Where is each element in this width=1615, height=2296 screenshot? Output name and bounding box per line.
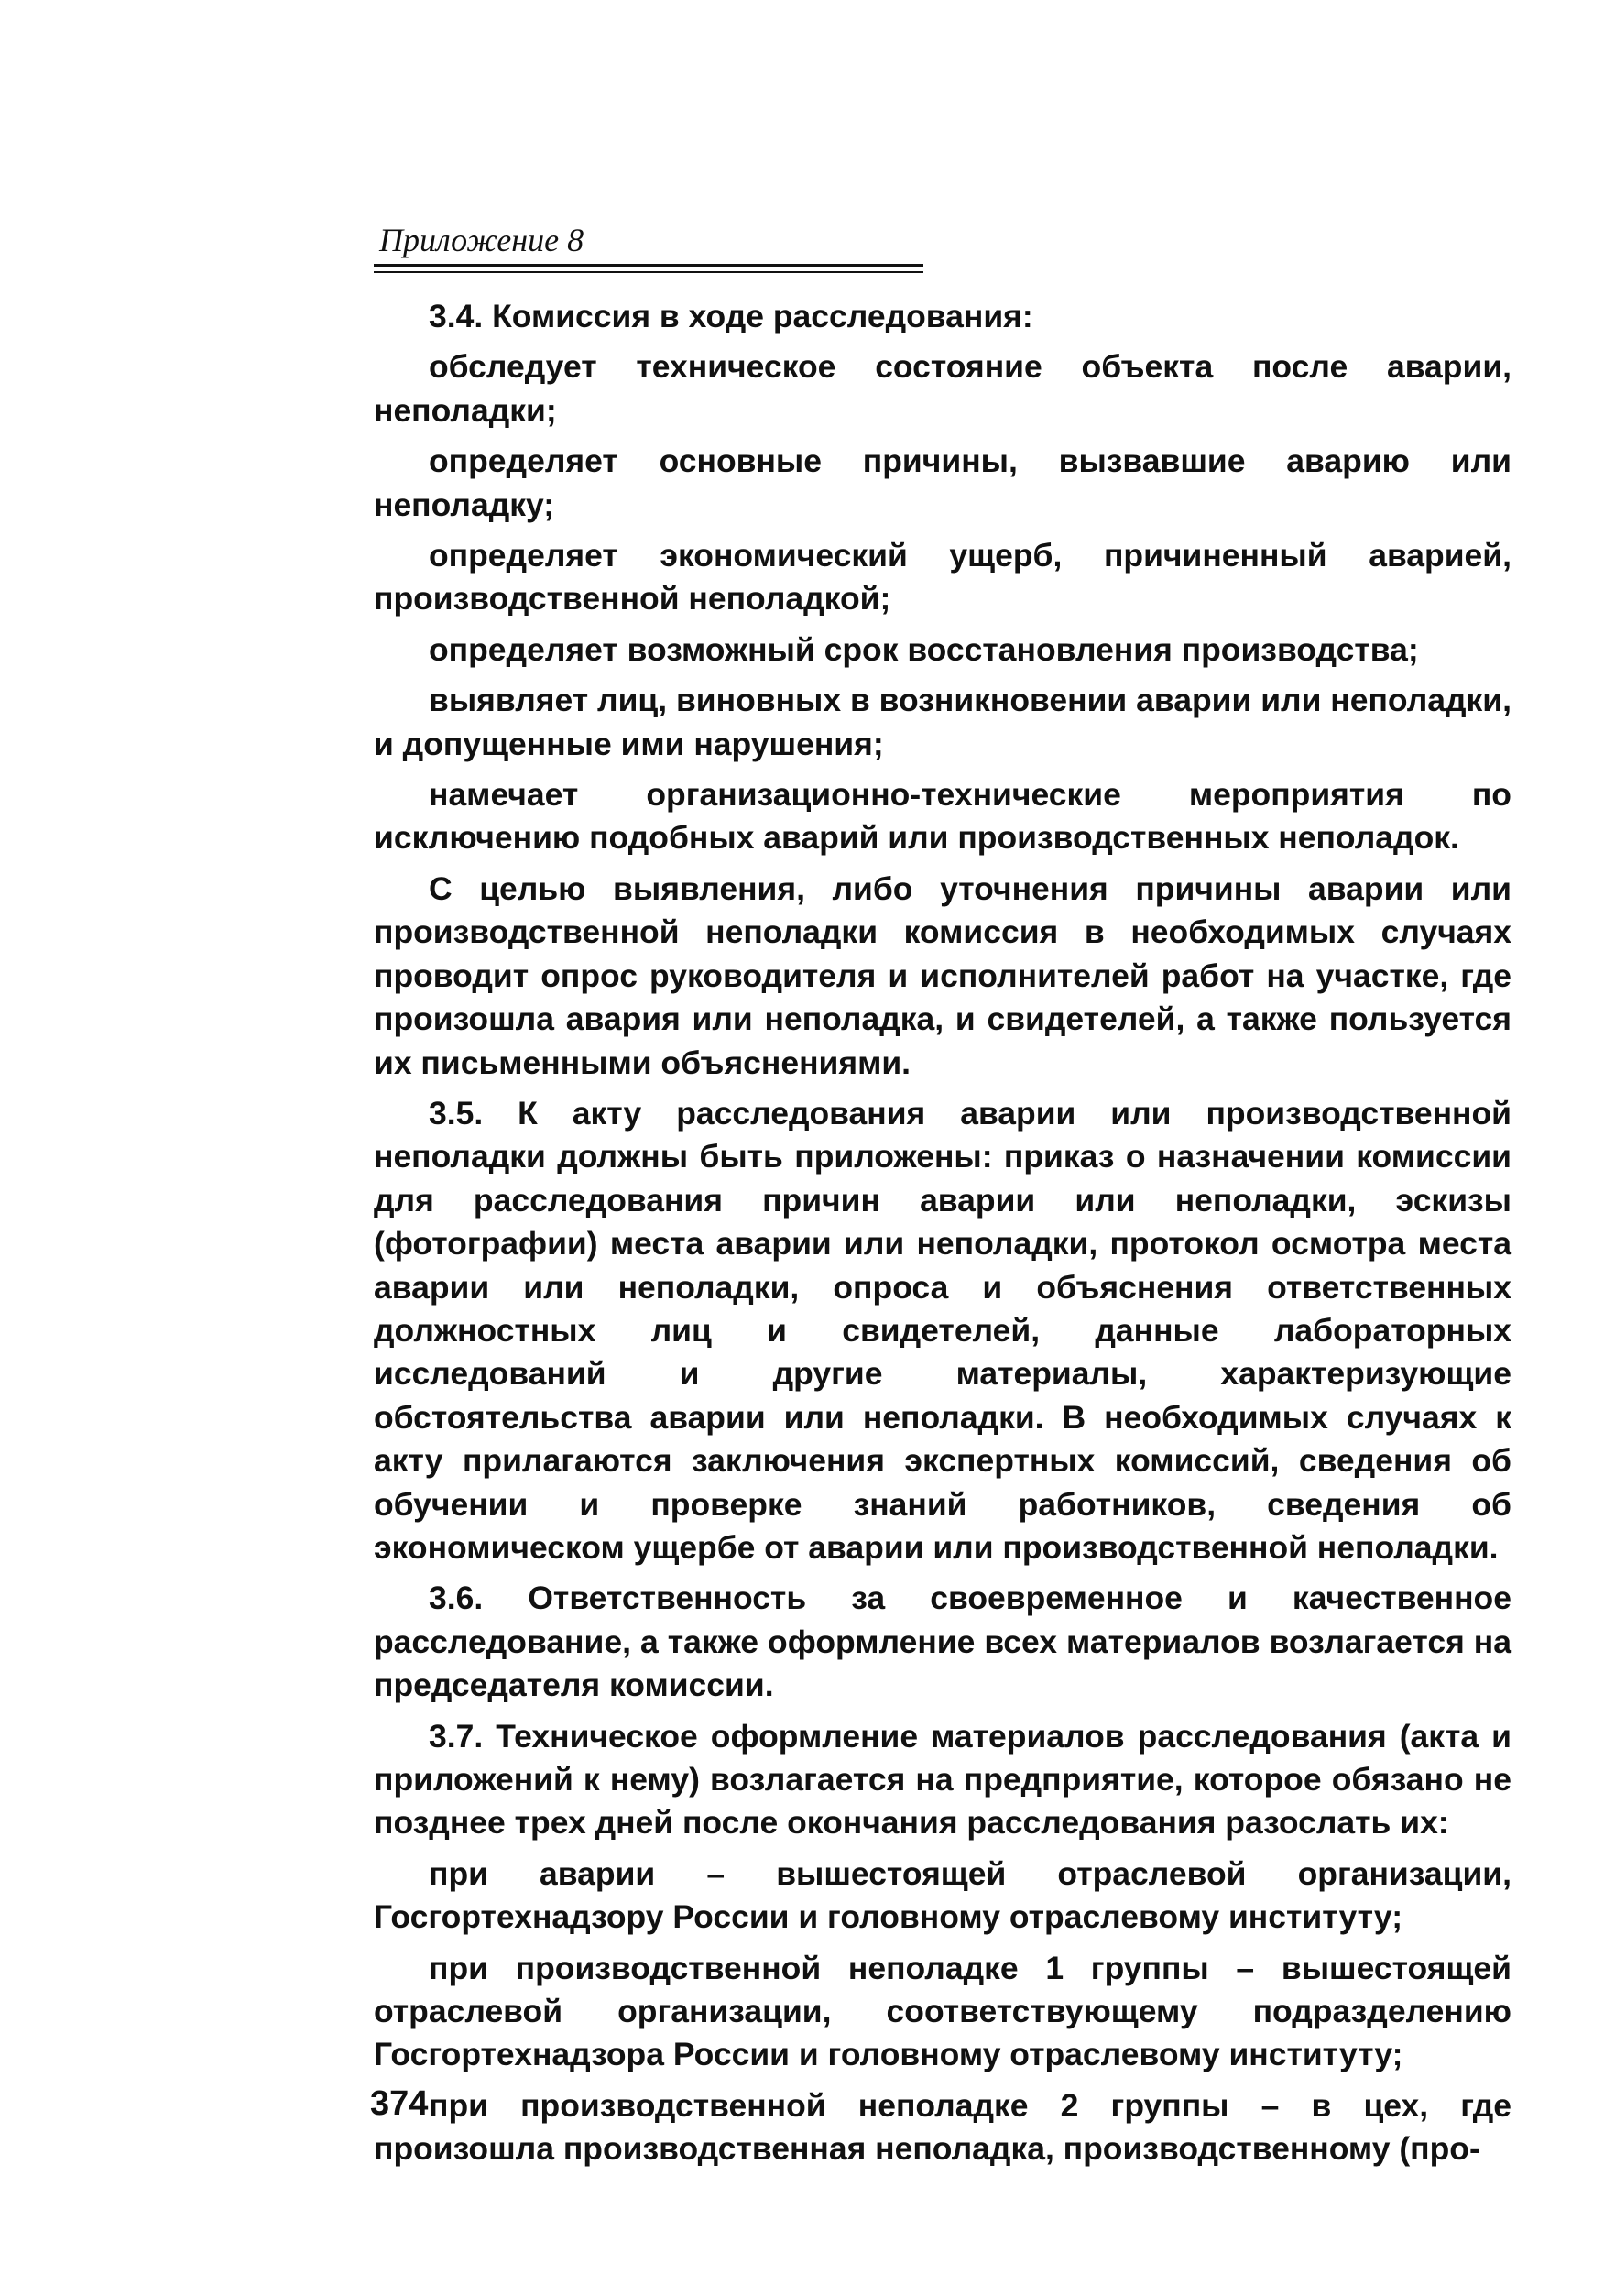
list-item-determines-causes: определяет основные причины, вызвавшие аварию или неполадку; xyxy=(374,443,1511,523)
body-text xyxy=(374,295,1511,2179)
page-number: 374 xyxy=(370,2084,429,2123)
section-3-7: 3.7. Техническое оформление материалов расследования (акта и приложений к нему) возлагается на предприятие, которое обязано не позднее трех дней после окончания расследования разослать их: xyxy=(374,1717,1511,1842)
section-3-6: 3.6. Ответственность за своевременное и качественное расследование, а также оформление всех материалов возлагается на председателя комиссии. xyxy=(374,1580,1511,1704)
list-item-accident-recipients: при аварии – вышестоящей отраслевой организации, Госгортехнадзору России и головному отраслевому институту; xyxy=(374,1854,1511,1936)
list-item-identifies-culprits: выявляет лиц, виновных в возникновении аварии или неполадки, и допущенные ими нарушения; xyxy=(374,682,1511,762)
section-3-5: 3.5. К акту расследования аварии или производственной неполадки должны быть приложены: приказ о назначении комиссии для расследования причин аварии или неполадки, эскизы (фотографии) места аварии или неполадки, протокол осмотра места аварии или неполадки, опроса и объяснения ответственных должностных лиц и свидетелей, данные лабораторных исследований и другие материалы, характеризующие обстоятельства аварии или неполадки. В необходимых случаях к акту прилагаются заключения экспертных комиссий, сведения об обучении и проверке знаний работников, сведения об экономическом ущербе от аварии или производственной неполадки. xyxy=(374,1094,1511,1566)
header-rule-secondary xyxy=(374,271,923,273)
list-item-recovery-time: определяет возможный срок восстановления производства; xyxy=(429,630,1419,668)
section-3-4-heading: 3.4. Комиссия в ходе расследования: xyxy=(429,298,1033,334)
list-item-preventive-measures: намечает организационно-технические мероприятия по исключению подобных аварий или производственных неполадок. xyxy=(374,776,1511,857)
header-rule xyxy=(374,264,923,267)
paragraph-survey: С целью выявления, либо уточнения причины аварии или производственной неполадки комиссия в необходимых случаях проводит опрос руководителя и исполнителей работ на участке, где произошла авария или неполадка, и свидетелей, а также пользуется их письменными объяснениями. xyxy=(374,869,1511,1081)
list-item-inspects-condition: обследует техническое состояние объекта после аварии, неполадки; xyxy=(374,348,1511,429)
list-item-economic-damage: определяет экономический ущерб, причиненный аварией, производственной неполадкой; xyxy=(374,537,1511,618)
appendix-title: Приложение 8 xyxy=(379,222,584,258)
page-header xyxy=(374,220,923,273)
list-item-group-1-recipients: при производственной неполадке 1 группы – вышестоящей отраслевой организации, соответствующему подразделению Госгортехнадзора России и головному отраслевому институту; xyxy=(374,1949,1511,2073)
list-item-group-2-recipients: при производственной неполадке 2 группы – в цех, где произошла производственная неполадка, производственному (про- xyxy=(374,2086,1511,2168)
